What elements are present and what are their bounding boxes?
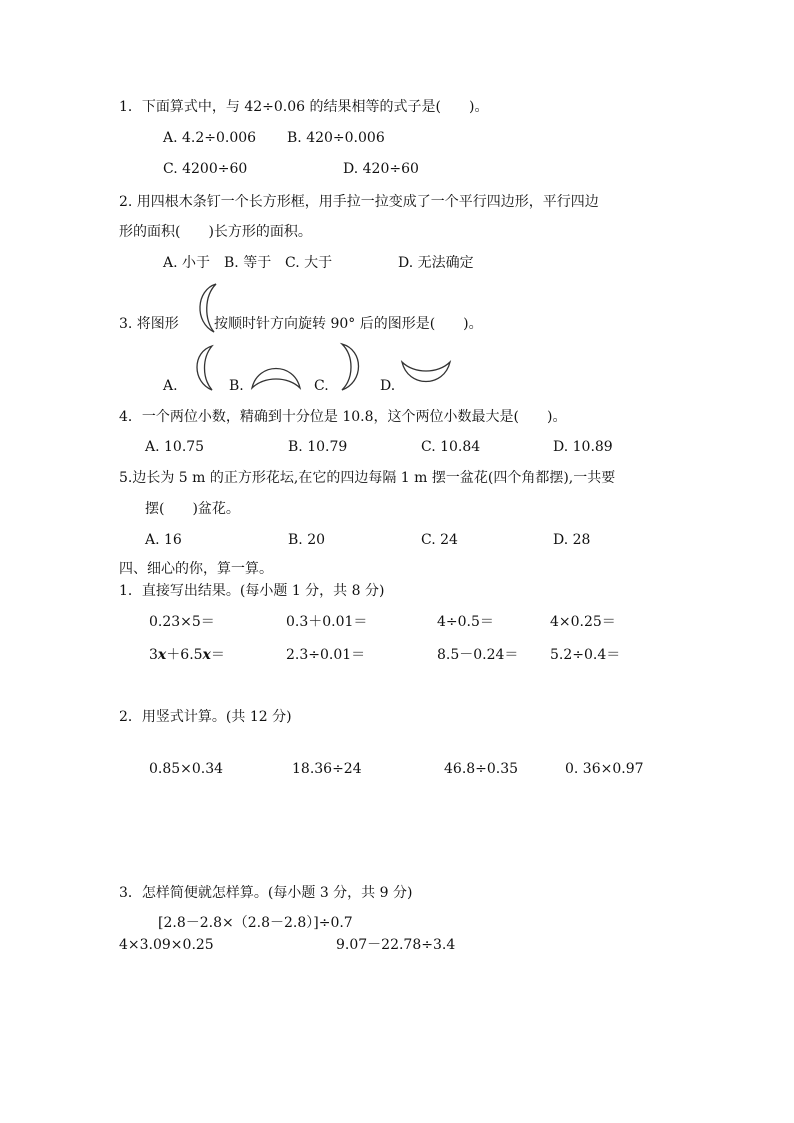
calc-item: 4÷0.5＝ <box>437 614 494 630</box>
q2-stem-line2: 形的面积( )长方形的面积。 <box>119 224 312 240</box>
vertical-calc-item: 18.36÷24 <box>292 761 362 777</box>
q5-stem-line1: 5.边长为 5 m 的正方形花坛,在它的四边每隔 1 m 摆一盆花(四个角都摆),一共要 <box>119 470 616 486</box>
q1-option-b: B. 420÷0.006 <box>287 130 385 146</box>
crescent-option-c-icon <box>336 342 368 392</box>
q1-option-a: A. 4.2÷0.006 <box>163 130 257 146</box>
q5-option-d: D. 28 <box>553 532 591 548</box>
q1-option-d: D. 420÷60 <box>343 161 419 177</box>
q2-option-b: B. 等于 <box>224 255 272 271</box>
q3-stem-prefix: 3. 将图形 <box>119 316 179 332</box>
crescent-option-d-icon <box>400 358 452 392</box>
q2-stem-line1: 2. 用四根木条钉一个长方形框，用手拉一拉变成了一个平行四边形，平行四边 <box>119 194 599 210</box>
calc-item: 0.3＋0.01＝ <box>286 614 368 630</box>
q2-option-d: D. 无法确定 <box>398 255 474 271</box>
q2-option-c: C. 大于 <box>285 255 333 271</box>
section-4-title: 四、细心的你，算一算。 <box>119 561 273 577</box>
q4-option-c: C. 10.84 <box>421 439 481 455</box>
q4-option-b: B. 10.79 <box>288 439 348 455</box>
q3-option-b-label: B. <box>229 378 244 394</box>
q3-stem-suffix: 按顺时针方向旋转 90° 后的图形是( )。 <box>214 316 483 332</box>
crescent-option-b-icon <box>250 358 302 392</box>
part-3-title: 3．怎样简便就怎样算。(每小题 3 分，共 9 分) <box>119 885 413 901</box>
calc-item-algebra <box>149 646 225 664</box>
q5-option-a: A. 16 <box>145 532 182 548</box>
part-2-title: 2．用竖式计算。(共 12 分) <box>119 709 292 725</box>
vertical-calc-item: 0.85×0.34 <box>149 761 224 777</box>
calc-item: 8.5－0.24＝ <box>437 647 519 663</box>
simplify-item: [2.8－2.8×（2.8－2.8）]÷0.7 <box>158 915 353 931</box>
q4-option-a: A. 10.75 <box>145 439 205 455</box>
q5-option-b: B. 20 <box>288 532 326 548</box>
q4-stem: 4．一个两位小数，精确到十分位是 10.8，这个两位小数最大是( )。 <box>119 409 567 425</box>
variable-x: x <box>202 647 211 663</box>
algebra-mid: ＋6.5 <box>166 647 203 663</box>
algebra-prefix: 3 <box>149 647 158 663</box>
crescent-option-a-icon <box>188 344 218 392</box>
q5-option-c: C. 24 <box>421 532 458 548</box>
simplify-item: 9.07－22.78÷3.4 <box>336 937 456 953</box>
q1-option-c: C. 4200÷60 <box>163 161 248 177</box>
q3-option-c-label: C. <box>314 378 329 394</box>
algebra-suffix: ＝ <box>210 647 225 663</box>
q1-stem: 1．下面算式中，与 42÷0.06 的结果相等的式子是( )。 <box>119 99 489 115</box>
vertical-calc-item: 46.8÷0.35 <box>444 761 519 777</box>
calc-item: 0.23×5＝ <box>149 614 215 630</box>
calc-item: 4×0.25＝ <box>550 614 616 630</box>
calc-item: 5.2÷0.4＝ <box>550 647 621 663</box>
simplify-item: 4×3.09×0.25 <box>119 937 214 953</box>
vertical-calc-item: 0. 36×0.97 <box>565 761 644 777</box>
calc-item: 2.3÷0.01＝ <box>286 647 366 663</box>
q2-option-a: A. 小于 <box>163 255 211 271</box>
q3-option-d-label: D. <box>380 378 396 394</box>
q4-option-d: D. 10.89 <box>553 439 613 455</box>
part-1-title: 1．直接写出结果。(每小题 1 分，共 8 分) <box>119 583 385 599</box>
q3-option-a-label: A. <box>163 378 178 394</box>
q5-stem-line2: 摆( )盆花。 <box>145 501 240 517</box>
variable-x: x <box>157 647 167 663</box>
